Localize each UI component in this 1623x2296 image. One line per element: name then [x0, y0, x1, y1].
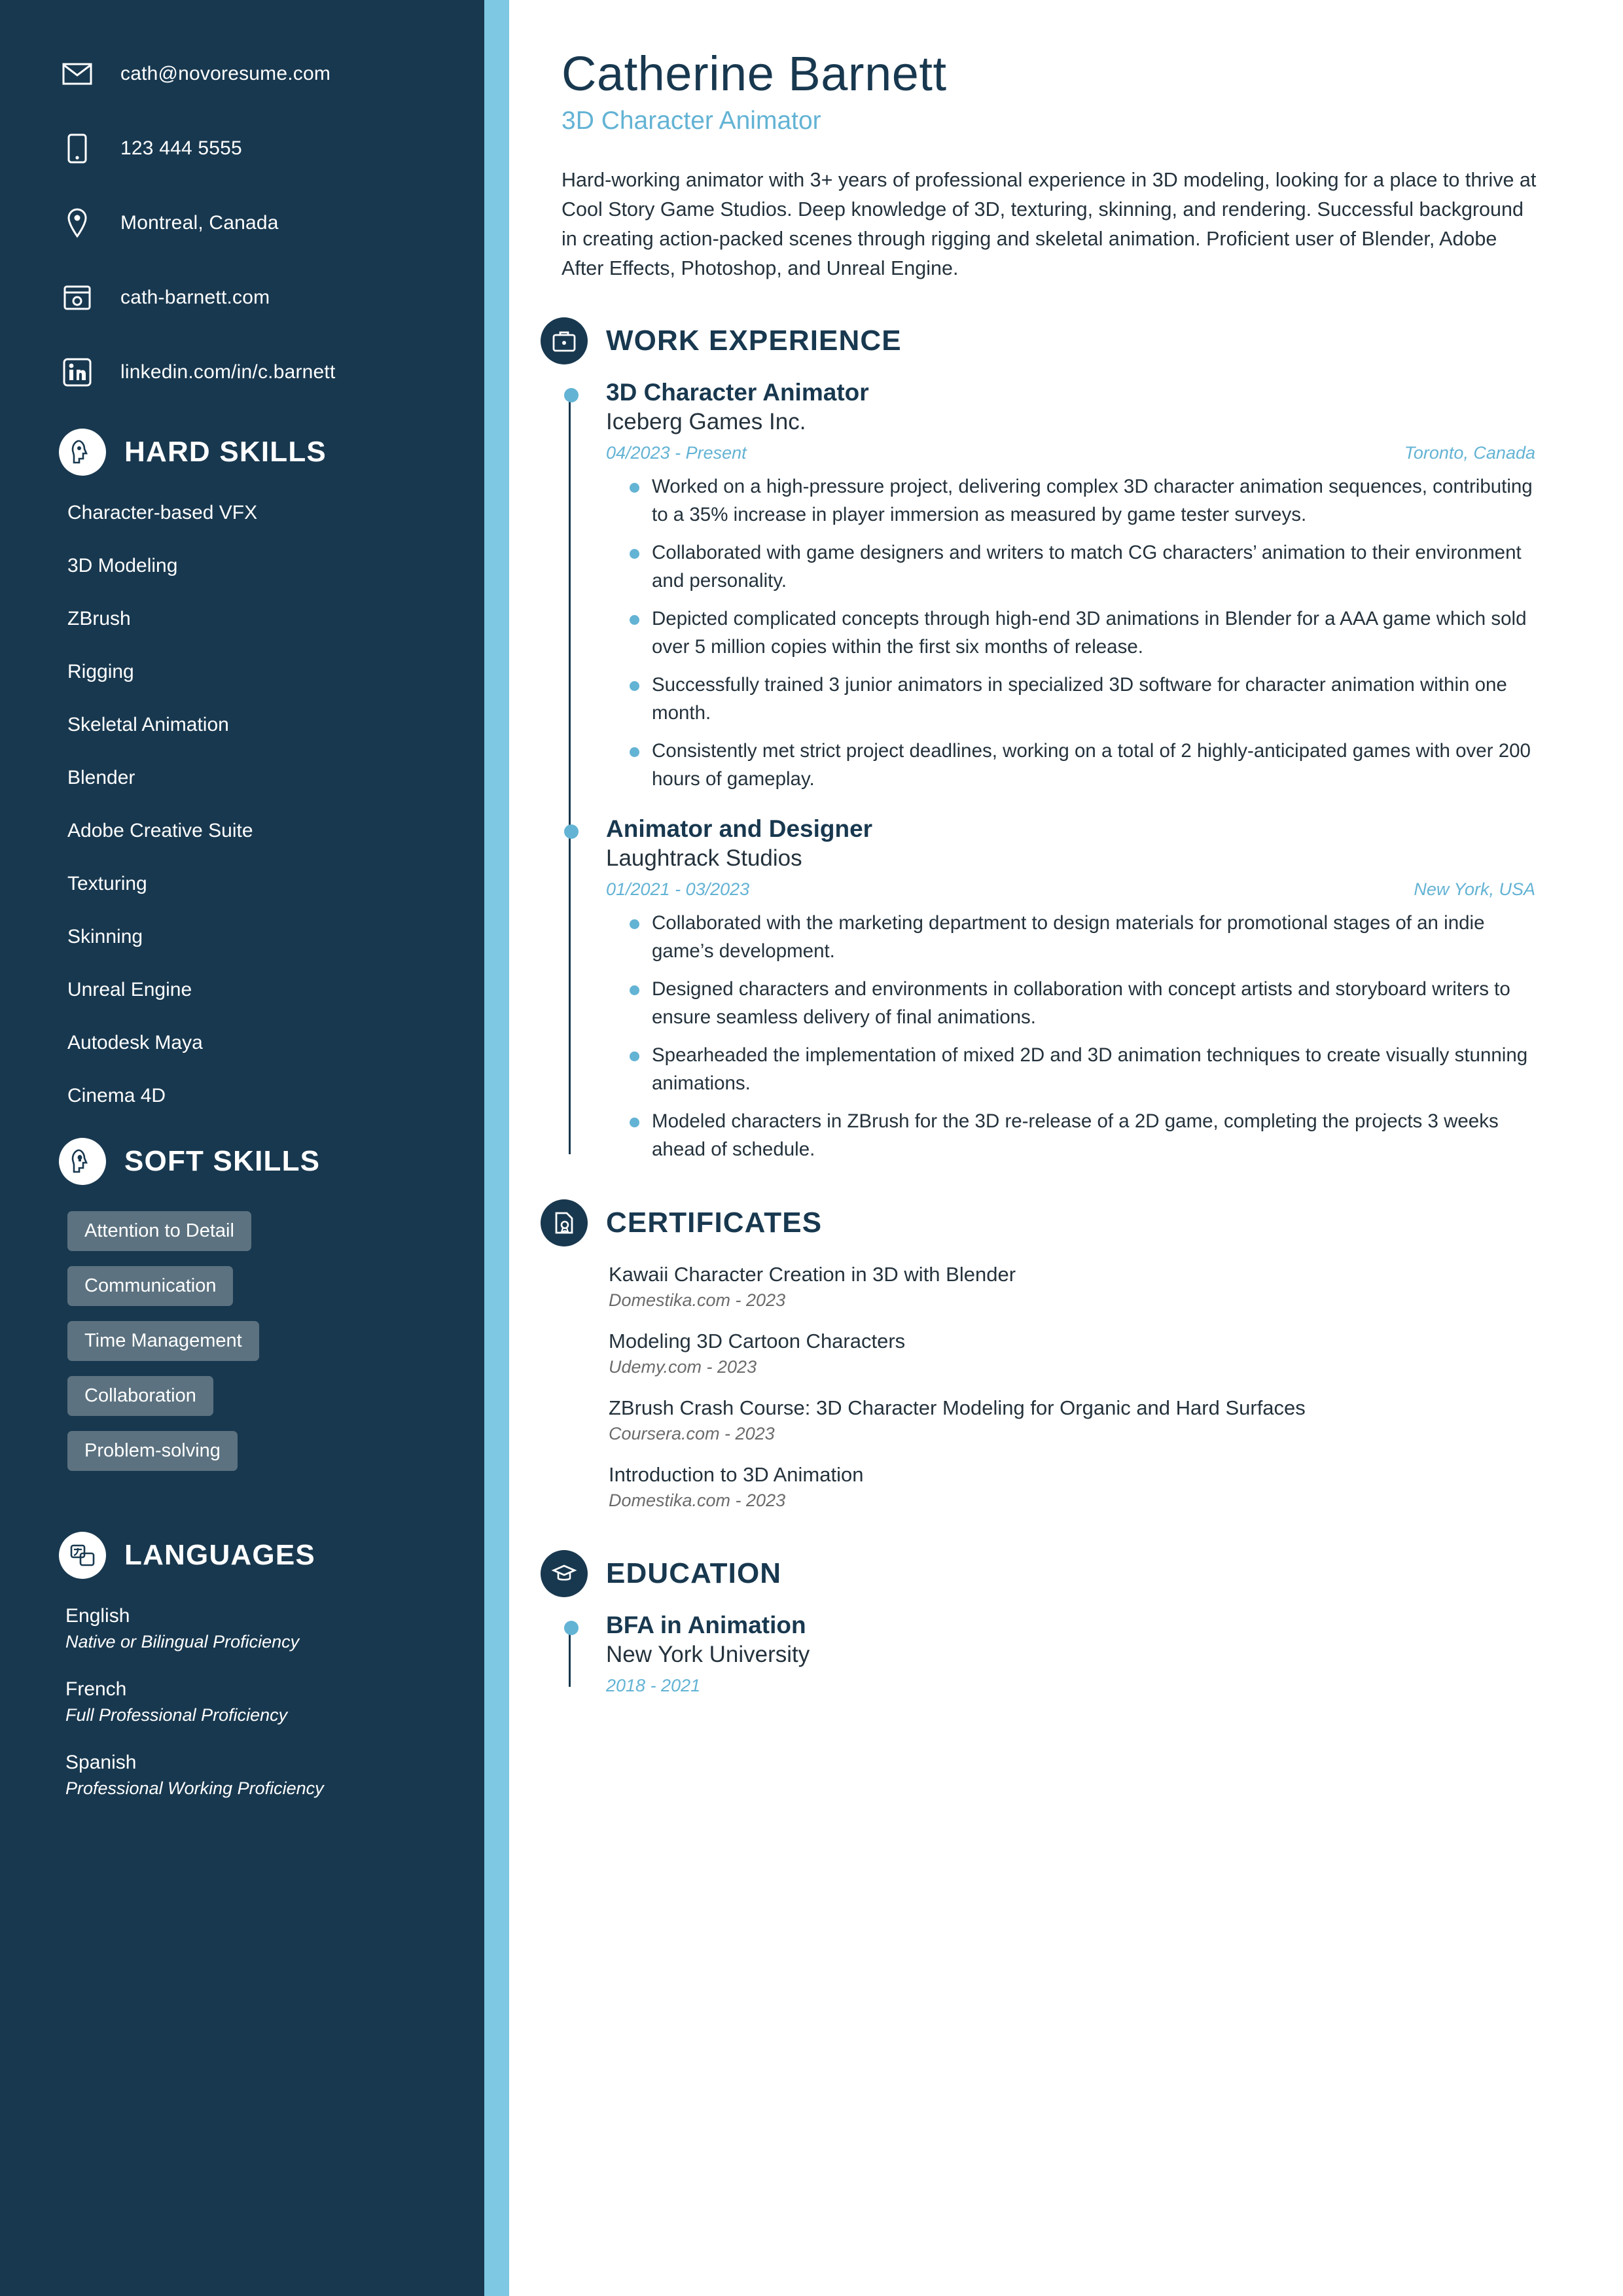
soft-skill-chip: Problem-solving	[67, 1431, 238, 1471]
hard-skill-item: Skinning	[67, 926, 143, 947]
certificate-meta: Domestika.com - 2023	[609, 1491, 786, 1510]
hard-skill-item: Blender	[67, 767, 135, 788]
job-bullet: Spearheaded the implementation of mixed 2D and 3D animation techniques to create visually stunning animations.	[630, 1041, 1542, 1097]
job-bullet: Depicted complicated concepts through high-end 3D animations in Blender for a AAA game which sold over 5 million copies within the first six months of release.	[630, 605, 1542, 661]
certificate-name: ZBrush Crash Course: 3D Character Modeling for Organic and Hard Surfaces	[609, 1396, 1306, 1419]
section-hard-skills	[0, 429, 484, 1107]
job-position: Animator and Designer	[606, 815, 873, 842]
lightbulb-head-icon	[59, 1138, 106, 1185]
education-school: New York University	[606, 1642, 810, 1667]
certificate-meta: Domestika.com - 2023	[609, 1290, 786, 1310]
certificate-item	[609, 1394, 1525, 1444]
language-item	[0, 1678, 484, 1725]
work-experience-header	[562, 317, 1587, 364]
hard-skills-title: HARD SKILLS	[124, 436, 327, 468]
education-title: EDUCATION	[606, 1557, 782, 1589]
phone-icon	[59, 130, 96, 167]
job-bullet: Collaborated with the marketing department to design materials for promotional stages of an indie game’s development.	[630, 909, 1542, 965]
certificate-name: Introduction to 3D Animation	[609, 1463, 864, 1486]
soft-skills-title: SOFT SKILLS	[124, 1145, 321, 1177]
hard-skill-item: Character-based VFX	[67, 502, 258, 523]
language-level: Full Professional Proficiency	[65, 1705, 288, 1725]
section-soft-skills	[0, 1138, 484, 1486]
languages-title: LANGUAGES	[124, 1539, 315, 1571]
job-bullet: Successfully trained 3 junior animators in specialized 3D software for character animation within one month.	[630, 671, 1542, 727]
contact-item-phone	[59, 130, 484, 167]
website-icon	[59, 279, 96, 316]
certificate-icon	[541, 1199, 588, 1246]
certificate-name: Modeling 3D Cartoon Characters	[609, 1330, 906, 1352]
language-name: Spanish	[65, 1752, 137, 1773]
hard-skill-item: Unreal Engine	[67, 979, 192, 1000]
work-experience-title: WORK EXPERIENCE	[606, 325, 902, 357]
translate-icon	[59, 1532, 106, 1579]
language-item	[0, 1752, 484, 1799]
hard-skill-item: Skeletal Animation	[67, 714, 229, 735]
certificates-title: CERTIFICATES	[606, 1207, 823, 1239]
job-entry	[606, 815, 1587, 1163]
education-list	[562, 1612, 1587, 1696]
education-item	[606, 1612, 1587, 1696]
graduation-cap-icon	[541, 1550, 588, 1597]
job-meta	[606, 879, 1535, 900]
languages-header	[0, 1532, 484, 1579]
certificate-name: Kawaii Character Creation in 3D with Blender	[609, 1263, 1016, 1286]
contact-list	[0, 36, 484, 391]
page-title: Catherine Barnett	[562, 46, 947, 101]
job-bullet: Worked on a high-pressure project, delivering complex 3D character animation sequences, contributing to a 35% increase in player immersion as measured by game tester surveys.	[630, 472, 1542, 529]
job-bullet: Collaborated with game designers and writers to match CG characters’ animation to their environment and personality.	[630, 539, 1542, 595]
soft-skill-chip: Collaboration	[67, 1376, 213, 1416]
contact-website-text: cath-barnett.com	[120, 287, 270, 308]
education-header	[562, 1550, 1587, 1597]
language-level: Native or Bilingual Proficiency	[65, 1632, 300, 1651]
work-experience-timeline	[562, 379, 1587, 1163]
gear-head-icon	[59, 429, 106, 476]
job-company: Iceberg Games Inc.	[606, 409, 806, 434]
job-date: 01/2021 - 03/2023	[606, 879, 750, 899]
job-bullets	[606, 472, 1542, 793]
certificate-item	[609, 1328, 1525, 1377]
soft-skills-header	[0, 1138, 484, 1185]
education-degree: BFA in Animation	[606, 1612, 806, 1638]
job-company: Laughtrack Studios	[606, 845, 802, 871]
main-content	[509, 0, 1623, 2296]
job-meta	[606, 443, 1535, 463]
soft-skill-chip: Time Management	[67, 1321, 259, 1361]
job-title-subtitle: 3D Character Animator	[562, 107, 821, 135]
hard-skill-item: Adobe Creative Suite	[67, 820, 253, 841]
job-entry	[606, 379, 1587, 793]
section-languages	[0, 1532, 484, 1799]
hard-skill-item: Autodesk Maya	[67, 1032, 203, 1053]
email-icon	[59, 56, 96, 92]
certificate-item	[609, 1261, 1525, 1311]
language-item	[0, 1605, 484, 1652]
hard-skill-item: ZBrush	[67, 608, 131, 629]
certificate-item	[609, 1461, 1525, 1511]
job-bullet: Modeled characters in ZBrush for the 3D re-release of a 2D game, completing the projects 3 weeks ahead of schedule.	[630, 1107, 1542, 1163]
profile-summary: Hard-working animator with 3+ years of professional experience in 3D modeling, looking for a place to thrive at Cool Story Game Studios. Deep knowledge of 3D, texturing, skinning, and rendering. Successful background in creating action-packed scenes through rigging and skeletal animation. Proficient user of Blender, Adobe After Effects, Photoshop, and Unreal Engine.	[562, 169, 1537, 279]
linkedin-icon	[59, 354, 96, 391]
accent-stripe	[484, 0, 509, 2296]
certificates-list	[562, 1261, 1587, 1511]
contact-email-text: cath@novoresume.com	[120, 63, 331, 84]
language-name: English	[65, 1605, 130, 1627]
contact-linkedin-text: linkedin.com/in/c.barnett	[120, 361, 336, 383]
contact-item-location	[59, 205, 484, 241]
sidebar	[0, 0, 484, 2296]
hard-skill-item: 3D Modeling	[67, 555, 178, 576]
hard-skill-item: Cinema 4D	[67, 1085, 166, 1106]
job-bullet: Designed characters and environments in collaboration with concept artists and storyboard writers to ensure seamless delivery of final animations.	[630, 975, 1542, 1031]
education-date: 2018 - 2021	[606, 1676, 701, 1695]
contact-item-linkedin	[59, 354, 484, 391]
job-date: 04/2023 - Present	[606, 443, 747, 463]
certificates-header	[562, 1199, 1587, 1246]
job-location: Toronto, Canada	[1404, 443, 1535, 463]
soft-skill-chip: Communication	[67, 1266, 233, 1306]
job-position: 3D Character Animator	[606, 379, 869, 406]
certificate-meta: Coursera.com - 2023	[609, 1424, 775, 1443]
contact-item-email	[59, 56, 484, 92]
certificate-meta: Udemy.com - 2023	[609, 1357, 757, 1377]
soft-skill-chip: Attention to Detail	[67, 1211, 251, 1251]
job-bullets	[606, 909, 1542, 1163]
briefcase-icon	[541, 317, 588, 364]
language-level: Professional Working Proficiency	[65, 1778, 324, 1798]
hard-skill-item: Rigging	[67, 661, 134, 682]
hard-skill-item: Texturing	[67, 873, 147, 894]
language-name: French	[65, 1678, 127, 1700]
contact-phone-text: 123 444 5555	[120, 137, 242, 159]
contact-item-website	[59, 279, 484, 316]
job-bullet: Consistently met strict project deadlines, working on a total of 2 highly-anticipated games with over 200 hours of gameplay.	[630, 737, 1542, 793]
location-pin-icon	[59, 205, 96, 241]
contact-location-text: Montreal, Canada	[120, 212, 279, 234]
job-location: New York, USA	[1414, 879, 1535, 899]
hard-skills-header	[0, 429, 484, 476]
